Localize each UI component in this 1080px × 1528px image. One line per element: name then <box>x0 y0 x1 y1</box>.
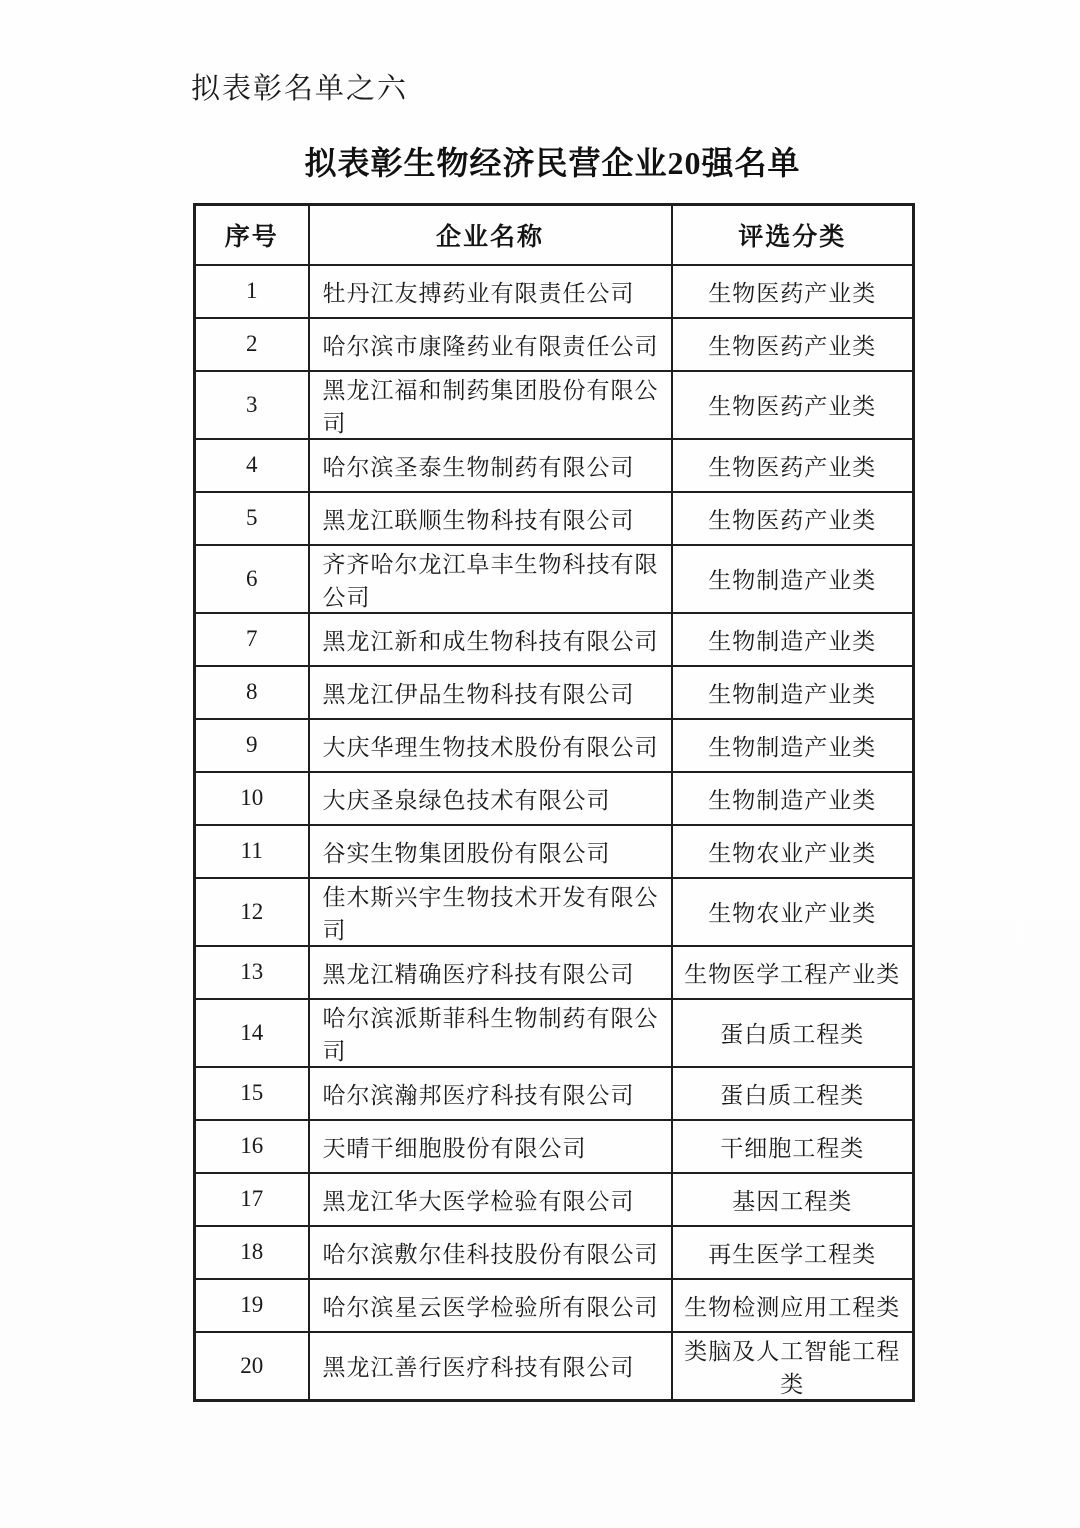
header-cell-company: 企业名称 <box>309 205 672 265</box>
company-name-cell: 黑龙江福和制药集团股份有限公司 <box>309 371 672 439</box>
table-row <box>195 371 914 439</box>
table-header-row <box>195 205 914 265</box>
table-header <box>195 205 914 265</box>
company-name-cell: 黑龙江善行医疗科技有限公司 <box>309 1332 672 1401</box>
row-number-cell: 19 <box>195 1279 309 1332</box>
category-cell: 生物医学工程产业类 <box>672 946 914 999</box>
row-number-cell: 15 <box>195 1067 309 1120</box>
category-cell: 生物制造产业类 <box>672 719 914 772</box>
company-name-cell: 大庆圣泉绿色技术有限公司 <box>309 772 672 825</box>
company-name-cell: 牡丹江友搏药业有限责任公司 <box>309 265 672 318</box>
company-name-cell: 黑龙江伊品生物科技有限公司 <box>309 666 672 719</box>
category-cell: 生物农业产业类 <box>672 878 914 946</box>
row-number-cell: 11 <box>195 825 309 878</box>
row-number-cell: 2 <box>195 318 309 371</box>
company-name-cell: 齐齐哈尔龙江阜丰生物科技有限公司 <box>309 545 672 613</box>
category-cell: 生物医药产业类 <box>672 318 914 371</box>
company-name-cell: 黑龙江联顺生物科技有限公司 <box>309 492 672 545</box>
table-row <box>195 613 914 666</box>
row-number-cell: 5 <box>195 492 309 545</box>
table-row <box>195 545 914 613</box>
table-row <box>195 772 914 825</box>
table-row <box>195 878 914 946</box>
company-name-cell: 哈尔滨敷尔佳科技股份有限公司 <box>309 1226 672 1279</box>
company-name-cell: 哈尔滨瀚邦医疗科技有限公司 <box>309 1067 672 1120</box>
category-cell: 生物医药产业类 <box>672 371 914 439</box>
table-row <box>195 318 914 371</box>
category-cell: 生物医药产业类 <box>672 265 914 318</box>
header-cell-no: 序号 <box>195 205 309 265</box>
company-name-cell: 黑龙江精确医疗科技有限公司 <box>309 946 672 999</box>
row-number-cell: 9 <box>195 719 309 772</box>
table-row <box>195 666 914 719</box>
category-cell: 生物检测应用工程类 <box>672 1279 914 1332</box>
company-name-cell: 谷实生物集团股份有限公司 <box>309 825 672 878</box>
table-row <box>195 439 914 492</box>
company-name-cell: 哈尔滨派斯菲科生物制药有限公司 <box>309 999 672 1067</box>
row-number-cell: 14 <box>195 999 309 1067</box>
company-name-cell: 黑龙江华大医学检验有限公司 <box>309 1173 672 1226</box>
table-row <box>195 492 914 545</box>
row-number-cell: 7 <box>195 613 309 666</box>
row-number-cell: 8 <box>195 666 309 719</box>
company-name-cell: 佳木斯兴宇生物技术开发有限公司 <box>309 878 672 946</box>
company-name-cell: 哈尔滨市康隆药业有限责任公司 <box>309 318 672 371</box>
company-name-cell: 大庆华理生物技术股份有限公司 <box>309 719 672 772</box>
table-row <box>195 719 914 772</box>
row-number-cell: 3 <box>195 371 309 439</box>
table-row <box>195 1226 914 1279</box>
category-cell: 生物农业产业类 <box>672 825 914 878</box>
row-number-cell: 20 <box>195 1332 309 1401</box>
table-row <box>195 1120 914 1173</box>
header-cell-category: 评选分类 <box>672 205 914 265</box>
row-number-cell: 13 <box>195 946 309 999</box>
category-cell: 基因工程类 <box>672 1173 914 1226</box>
category-cell: 干细胞工程类 <box>672 1120 914 1173</box>
category-cell: 生物制造产业类 <box>672 772 914 825</box>
doc-label: 拟表彰名单之六 <box>191 73 409 105</box>
table-row <box>195 265 914 318</box>
category-cell: 类脑及人工智能工程类 <box>672 1332 914 1401</box>
table-body <box>195 265 914 1401</box>
category-cell: 再生医学工程类 <box>672 1226 914 1279</box>
table-row <box>195 999 914 1067</box>
row-number-cell: 6 <box>195 545 309 613</box>
row-number-cell: 4 <box>195 439 309 492</box>
category-cell: 生物医药产业类 <box>672 439 914 492</box>
row-number-cell: 12 <box>195 878 309 946</box>
category-cell: 生物制造产业类 <box>672 666 914 719</box>
table-row <box>195 825 914 878</box>
row-number-cell: 16 <box>195 1120 309 1173</box>
company-name-cell: 黑龙江新和成生物科技有限公司 <box>309 613 672 666</box>
table-row <box>195 1173 914 1226</box>
table-row <box>195 1332 914 1401</box>
enterprise-table <box>193 203 915 1402</box>
row-number-cell: 10 <box>195 772 309 825</box>
table-row <box>195 946 914 999</box>
company-name-cell: 天晴干细胞股份有限公司 <box>309 1120 672 1173</box>
company-name-cell: 哈尔滨圣泰生物制药有限公司 <box>309 439 672 492</box>
table-row <box>195 1279 914 1332</box>
category-cell: 生物制造产业类 <box>672 613 914 666</box>
page-title: 拟表彰生物经济民营企业20强名单 <box>304 145 801 181</box>
category-cell: 蛋白质工程类 <box>672 1067 914 1120</box>
company-name-cell: 哈尔滨星云医学检验所有限公司 <box>309 1279 672 1332</box>
category-cell: 生物医药产业类 <box>672 492 914 545</box>
table-row <box>195 1067 914 1120</box>
category-cell: 蛋白质工程类 <box>672 999 914 1067</box>
category-cell: 生物制造产业类 <box>672 545 914 613</box>
row-number-cell: 17 <box>195 1173 309 1226</box>
row-number-cell: 1 <box>195 265 309 318</box>
row-number-cell: 18 <box>195 1226 309 1279</box>
